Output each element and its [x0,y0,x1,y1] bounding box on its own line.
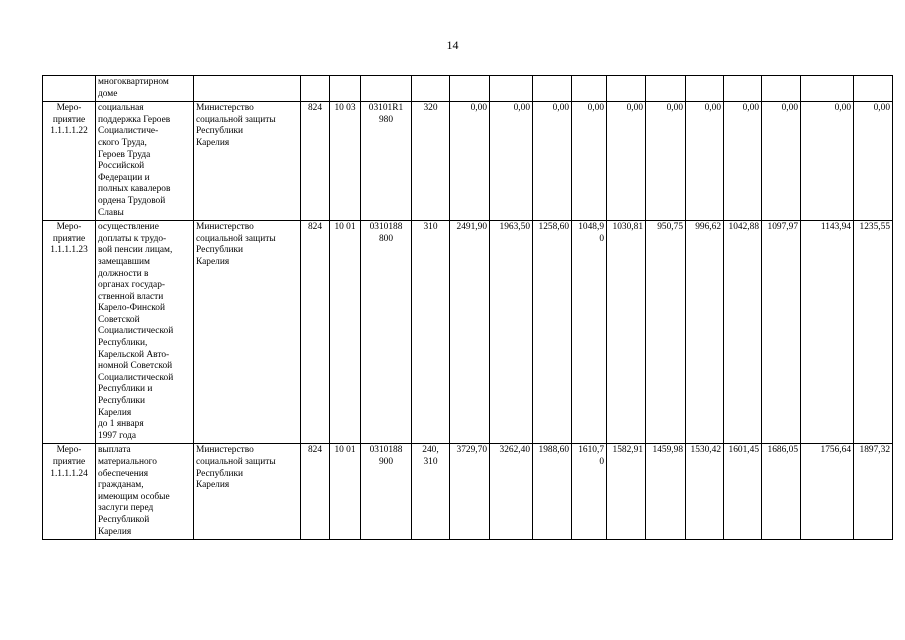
value-text: 0,00 [742,103,759,114]
grbs-cell [301,76,330,102]
value-cell [607,76,646,102]
vr-text: 240, 310 [422,445,439,467]
description-text: осуществление доплаты к трудо- вой пенсии лицам, замещавшим должности в органах государ- ственной власти Карело-Финской Советской Социалистической Республики, Карельской Авто- номной Советской Социалистической Республики и Республики Карелия до 1 января 1997 года [98,222,174,441]
value-text: 1988,60 [538,445,569,456]
value-cell [646,76,686,102]
status-cell [43,221,96,444]
vr-cell [412,102,450,221]
value-cell [607,221,646,444]
value-text: 1459,98 [652,445,683,456]
value-cell [686,76,724,102]
value-text: 1235,55 [859,222,890,233]
grbs-cell [301,221,330,444]
value-text: 1897,32 [859,445,890,456]
status-text: Меро- приятие 1.1.1.1.22 [50,103,88,137]
value-cell [686,102,724,221]
value-cell [607,444,646,540]
table-row [43,76,893,102]
value-cell [450,102,490,221]
value-cell [572,76,607,102]
rzpr-text: 10 01 [334,445,356,456]
value-cell [724,76,762,102]
value-cell [572,102,607,221]
value-text: 996,62 [695,222,721,233]
value-cell [801,221,854,444]
value-text: 1143,94 [820,222,851,233]
executor-cell [194,221,301,444]
value-text: 0,00 [781,103,798,114]
description-text: многоквартирном доме [98,77,169,99]
table-row [43,102,893,221]
value-text: 0,00 [626,103,643,114]
csr-text: 0310188 800 [369,222,403,244]
value-text: 1030,81 [612,222,643,233]
value-cell [854,444,893,540]
value-text: 1530,42 [690,445,721,456]
description-cell [96,76,194,102]
vr-text: 320 [423,103,438,114]
value-cell [490,444,533,540]
grbs-text: 824 [307,103,323,114]
value-cell [450,221,490,444]
value-text: 0,00 [666,103,683,114]
value-text: 0,00 [470,103,487,114]
csr-cell [361,102,412,221]
budget-table [42,75,893,540]
value-text: 0,00 [552,103,569,114]
grbs-text: 824 [307,445,323,456]
value-cell [724,221,762,444]
grbs-text: 824 [307,222,323,233]
value-text: 3262,40 [499,445,530,456]
status-text: Меро- приятие 1.1.1.1.24 [50,445,88,479]
executor-cell [194,76,301,102]
rzpr-cell [330,76,361,102]
page-number: 14 [446,38,459,52]
value-text: 1582,91 [612,445,643,456]
vr-cell [412,221,450,444]
value-cell [490,102,533,221]
value-cell [854,221,893,444]
value-text: 3729,70 [456,445,487,456]
value-text: 1610,70 [578,445,604,467]
value-cell [572,444,607,540]
executor-cell [194,444,301,540]
executor-cell [194,102,301,221]
description-cell [96,444,194,540]
status-cell [43,102,96,221]
value-cell [762,444,801,540]
description-text: выплата материального обеспечения гражданам, имеющим особые заслуги перед Республикой Карелия [98,445,170,537]
executor-text: Министерство социальной защиты Республики Карелия [196,222,276,267]
value-cell [533,221,572,444]
grbs-cell [301,444,330,540]
rzpr-text: 10 03 [334,103,356,114]
status-text: Меро- приятие 1.1.1.1.23 [50,222,88,256]
description-text: социальная поддержка Героев Социалистиче- ского Труда, Героев Труда Российской Федерации и полных кавалеров ордена Трудовой Славы [98,103,171,218]
csr-text: 0310188 900 [369,445,403,467]
value-cell [490,221,533,444]
value-text: 1048,90 [578,222,604,244]
value-cell [490,76,533,102]
value-text: 2491,90 [456,222,487,233]
value-text: 0,00 [873,103,890,114]
value-text: 0,00 [834,103,851,114]
value-cell [801,102,854,221]
rzpr-cell [330,444,361,540]
value-text: 1097,97 [767,222,798,233]
value-cell [533,76,572,102]
vr-cell [412,76,450,102]
value-text: 0,00 [513,103,530,114]
value-text: 1258,60 [538,222,569,233]
csr-cell [361,444,412,540]
vr-cell [412,444,450,540]
rzpr-cell [330,102,361,221]
table-row [43,221,893,444]
value-cell [533,444,572,540]
value-cell [762,102,801,221]
value-cell [854,102,893,221]
value-text: 950,75 [657,222,683,233]
value-text: 0,00 [704,103,721,114]
grbs-cell [301,102,330,221]
value-cell [450,444,490,540]
value-text: 1042,88 [728,222,759,233]
status-cell [43,444,96,540]
csr-text: 03101R1 980 [368,103,404,125]
value-cell [762,221,801,444]
vr-text: 310 [423,222,438,233]
value-cell [646,221,686,444]
description-cell [96,221,194,444]
description-cell [96,102,194,221]
value-text: 1601,45 [728,445,759,456]
csr-cell [361,221,412,444]
csr-cell [361,76,412,102]
value-cell [572,221,607,444]
status-cell [43,76,96,102]
value-cell [646,444,686,540]
rzpr-text: 10 01 [334,222,356,233]
value-cell [724,444,762,540]
value-text: 1756,64 [820,445,851,456]
value-text: 1686,05 [767,445,798,456]
rzpr-cell [330,221,361,444]
executor-text: Министерство социальной защиты Республики Карелия [196,103,276,148]
value-cell [607,102,646,221]
value-text: 1963,50 [499,222,530,233]
value-cell [801,76,854,102]
value-cell [801,444,854,540]
value-text: 0,00 [587,103,604,114]
value-cell [762,76,801,102]
value-cell [854,76,893,102]
value-cell [646,102,686,221]
value-cell [686,221,724,444]
executor-text: Министерство социальной защиты Республики Карелия [196,445,276,491]
value-cell [450,76,490,102]
table-row [43,444,893,540]
value-cell [724,102,762,221]
value-cell [686,444,724,540]
value-cell [533,102,572,221]
